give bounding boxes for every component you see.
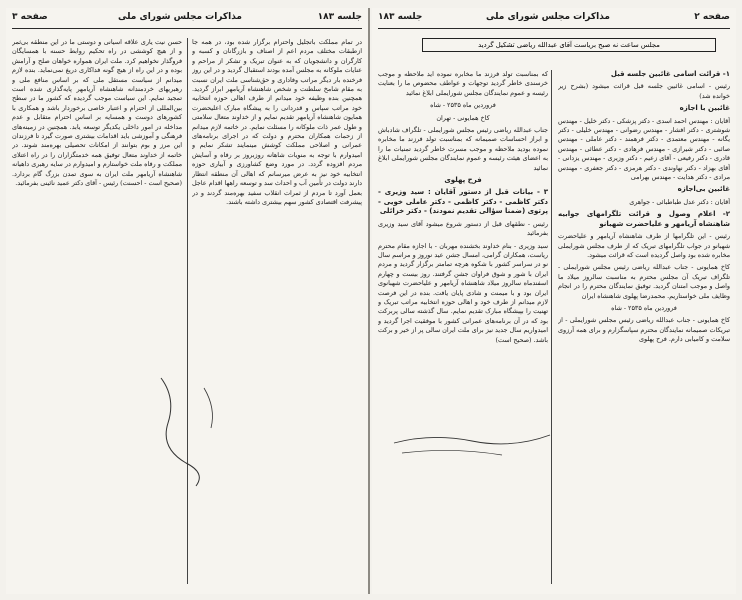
telegram-continuation: که بمناسبت تولد فرزند ما مخابره نموده اید ملاحظه و موجب خرسندی خاطر گردید توجهات و عواطف محضوص ما را بعنایت رئیسه و عموم نمایندگان مجلس شورایملی ابلاغ نمائید [378,70,548,97]
left-page [6,8,370,594]
opening-notice-wrapper [422,36,716,58]
telegram-date: فروردین ماه ۲۵۳۵ - شاه [611,303,677,312]
left-page-right-column-text: در تمام مملکت باتجلیل واحترام برگزار شده بود، در همه جا ازطبقات مختلف مردم اعم از اصناف و بازرگانان و کسبه و کارگران و دانشجویان که به عنوان تبریک و تشکر از مراحم و عنایات ملوکانه به مجلس آمده بودند استقبال گردید و در این روز فرخنده بار دیگر مراتب وفاداری و حق‌شناسی ملت ایران نسبت به مقام شامخ سلطنت و شخص شاهنشاه آریامهر ابراز گردید. همچنین بنده وظیفه خود میدانم از طرف اهالی حوزه انتخابیه خود مراتب سپاس و قدردانی را به پیشگاه مبارک اعلیحضرت همایون شاهنشاه آریامهر تقدیم نمایم و از خداوند متعال سلامتی و طول عمر ذات ملوکانه را مسئلت نمایم. در خاتمه لازم میدانم از زحمات همکاران محترم و دولت که در اجرای برنامه‌های عمرانی و اصلاحی مملکت کوشش مینمایند تشکر نمایم و امیدوارم با توجه به منویات شاهانه روزبروز بر رفاه و آسایش مردم افزوده گردد. در مورد وضع کشاورزی و آبیاری حوزه انتخابیه خود نیز به عرض میرسانم که اهالی آن منطقه انتظار دارند دولت در تأمین آب و احداث سد و توسعه راهها اقدام عاجل بعمل آورد تا مردم از ثمرات انقلاب سفید بهره‌مند گردند و در پیشرفت اقتصادی کشور سهم بیشتری داشته باشند. [192,38,362,206]
right-page-left-column [378,70,548,584]
speeches-intro: رئیس - نطقهای قبل از دستور شروع میشود آقای سید وزیری بفرمائید [378,219,548,238]
left-session-label: جلسه ۱۸۳ [317,12,362,22]
subheading-unexcused: غائبین بی‌اجازه [677,185,730,194]
right-page-header [378,12,730,28]
left-page-left-column-text: حسن نیت یاری علاقه اسیانی و دوستی ما در این منطقه بی‌ثمر و از هیچ کوششی در راه تحکیم روابط حسنه با همسایگان فروگذار نخواهیم کرد. ملت ایران همواره خواهان صلح و آرامش بوده و در این راه از هیچ گونه فداکاری دریغ نمی‌نماید. بنده لازم میدانم از سیاست مستقل ملی که بر اساس منافع ملی و رهبریهای خردمندانه شاهنشاه آریامهر پایه‌گذاری شده است تمجید نمایم. این سیاست موجب گردیده که کشور ما در سطح بین‌المللی از احترام و اعتبار خاصی برخوردار باشد و همکاری با کشورهای دوست و همسایه بر اساس احترام متقابل و عدم مداخله در امور داخلی یکدیگر توسعه یابد. همچنین در زمینه‌های فرهنگی و آموزشی باید اقدامات بیشتری صورت گیرد تا فرزندان این مرز و بوم بتوانند از امکانات تحصیلی بهره‌مند شوند. در خاتمه از خداوند متعال توفیق همه خدمتگزاران را در راه اعتلای مملکت و رفاه ملت خواستارم و امیدوارم در سایه رهبری داهیانه شاهنشاه آریامهر ملت ایران به سوی تمدن بزرگ گام بردارد. (صحیح است - احسنت) رئیس - آقای دکتر عمید نائینی بفرمائید. [12,38,182,188]
unexcused-absentees-list: آقایان : دکتر عدل طباطبائی - جواهری [629,197,730,206]
second-telegram-signature: فرح پهلوی [444,176,482,185]
right-page-right-column [558,70,730,584]
telegram-signature-date: فروردین ماه ۲۵۳۵ - شاه [430,101,496,110]
opening-notice-box: مجلس ساعت نه صبح بریاست آقای عبدالله ریاضی تشکیل گردید [422,38,716,52]
left-page-column-divider [187,38,188,584]
section-heading-speeches: ۳ - بیانات قبل از دستور آقایان : سید وزیری - دکتر کاظمی - دکتر کاظمی - دکتر عاملی خویی - پرتوی (ضمنا سؤالی تقدیم نمودند) - دکتر خزائلی [378,188,548,216]
left-page-number: صفحه ۳ [12,12,48,22]
right-page-number: صفحه ۲ [694,12,730,22]
right-header-title: مذاکرات مجلس شورای ملی [485,12,610,22]
absentees-intro: رئیس - اسامی غائبین جلسه قبل قرائت میشود (بشرح زیر خوانده شد) [558,82,730,100]
right-header-rule [378,28,730,29]
left-page-left-column [12,38,182,584]
right-page-column-divider [551,70,552,584]
subheading-excused: غائبین با اجازه [679,104,730,113]
telegram-empress: کاخ همایونی - جناب عبدالله ریاضی رئیس مجلس شورایملی - از تبریکات صمیمانه نمایندگان محترم سپاسگزارم و برای همه آرزوی سلامت و کامیابی دارم. فرح پهلوی [558,316,730,344]
left-header-rule [12,28,362,29]
section-heading-telegrams: ۲- اعلام وصول و قرائت تلگرامهای جوابیه شاهنشاه آریامهر و علیاحضرت شهبانو [558,210,730,228]
excused-absentees-list: آقایان : مهندس احمد اسدی - دکتر پزشکی - دکتر خلیل - مهندس شوشتری - دکتر افشار - مهندس رضوانی - مهندس خلیلی - دکتر یگانه - مهندس معتمدی - دکتر فرهمند - دکتر عاملی - مهندس صائبی - دکتر شیرازی - مهندس فرهادی - دکتر عطائی - مهندس قادری - دکتر رفیعی - آقای زعیم - دکتر وزیری - مهندس یزدانی - آقای بهزاد - دکتر نهاوندی - دکتر هرمزی - دکتر جعفری - مهندس مرادی - دکتر هدایت - مهندس بهرامی [558,116,730,182]
palace-tehran-heading: کاخ همایونی - تهران [436,113,490,122]
left-page-header [12,12,362,28]
left-header-title: مذاکرات مجلس شورای ملی [117,12,242,22]
telegrams-intro: رئیس - این تلگرامها از طرف شاهنشاه آریامهر و علیاحضرت شهبانو در جواب تلگرامهای تبریک که از طرف مجلس شورایملی مخابره شده بود واصل گردیده است که قرائت میشود. [558,232,730,259]
section-heading-absentees: ۱- قرائت اسامی غائبین جلسه قبل [610,70,730,78]
right-session-label: جلسه ۱۸۳ [378,12,423,22]
left-page-right-column [192,38,362,584]
second-telegram-body: جناب عبدالله ریاضی رئیس مجلس شورایملی - تلگراف شادباش و ابراز احساسات صمیمانه که بمناسبت تولد فرزند ما مخابره نموده بودید ملاحظه و موجب مسرت خاطر گردید تمنیات ما را به اعضای هیئت رئیسه و عموم نمایندگان مجلس شورایملی ابلاغ نمائید [378,126,548,172]
right-page [372,8,736,594]
telegram-shah: کاخ همایونی - جناب عبدالله ریاضی رئیس مجلس شورایملی - تلگراف تبریک آن مجلس محترم به مناسبت سالروز میلاد ما واصل و موجب امتنان گردید. توفیق نمایندگان محترم را در انجام وظایف ملی خواستاریم. محمدرضا پهلوی شاهنشاه ایران [558,263,730,300]
speech-sayyed-vaziri: سید وزیری - بنام خداوند بخشنده مهربان - با اجازه مقام محترم ریاست، همکاران گرامی، امسال جشن عید نوروز و مراسم سال نو در سراسر کشور با شکوه هرچه تمامتر برگزار گردید و مردم ایران با شور و شوق فراوان جشن گرفتند. روز بیست و چهارم اسفندماه سالروز میلاد شاهنشاه آریامهر و علیاحضرت شهبانوی ایران بود و با میمنت و شادی پایان یافت. بنده در این فرصت لازم میدانم از طرف خود و اهالی حوزه انتخابیه مراتب تبریک و تهنیت را بپیشگاه مبارک تقدیم نمایم. سال گذشته سالی پربرکت بود که در آن برنامه‌های عمرانی کشور با موفقیت اجرا گردید و امیدواریم سال جدید نیز برای ملت ایران سالی پر از خیر و برکت باشد. (صحیح است) [378,241,548,344]
